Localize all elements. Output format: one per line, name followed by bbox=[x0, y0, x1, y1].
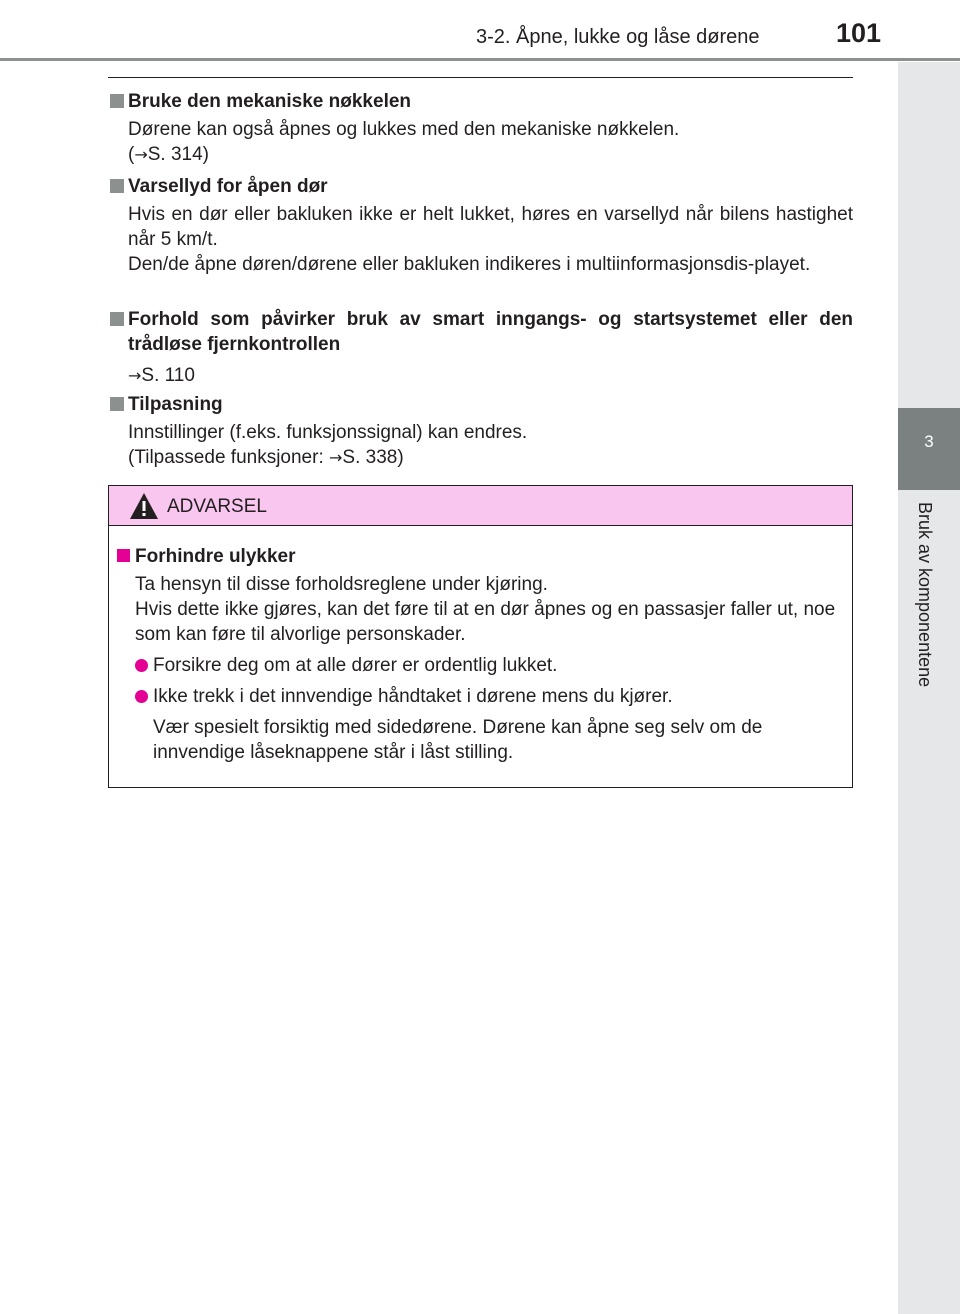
side-tab-upper bbox=[898, 62, 960, 408]
warning-label: ADVARSEL bbox=[167, 496, 267, 517]
page-reference: S. 110 bbox=[141, 365, 195, 386]
square-bullet-icon bbox=[110, 94, 124, 108]
section-body-line: Innstillinger (f.eks. funksjonssignal) kan endres. bbox=[128, 422, 528, 443]
warning-item-body bbox=[135, 572, 843, 647]
square-bullet-icon bbox=[110, 397, 124, 411]
section-customization bbox=[108, 392, 853, 470]
warning-paragraph: Ta hensyn til disse forholdsreglene under kjøring. bbox=[135, 574, 548, 595]
section-reference bbox=[128, 445, 853, 470]
section-title-text: Tilpasning bbox=[128, 394, 223, 415]
warning-bullet bbox=[115, 653, 843, 678]
header-divider bbox=[0, 58, 960, 61]
round-bullet-icon bbox=[135, 690, 148, 703]
section-reference bbox=[128, 142, 853, 167]
section-title bbox=[108, 392, 853, 417]
warning-item-title-text: Forhindre ulykker bbox=[135, 546, 296, 567]
section-title-text: Bruke den mekaniske nøkkelen bbox=[128, 91, 412, 112]
page-number: 101 bbox=[836, 18, 882, 48]
warning-header bbox=[109, 486, 852, 526]
section-door-warning-sound bbox=[108, 174, 853, 277]
section-title-text: Forhold som påvirker bruk av smart inngangs- og startsystemet eller den trådløse fjernkontrollen bbox=[128, 309, 853, 355]
square-bullet-icon bbox=[110, 312, 124, 326]
section-title bbox=[108, 89, 853, 114]
section-mechanical-key bbox=[108, 89, 853, 167]
page-reference: S. 314) bbox=[147, 144, 209, 165]
warning-item-title bbox=[115, 544, 843, 569]
arrow-right-icon: → bbox=[128, 366, 142, 385]
section-reference bbox=[128, 363, 853, 388]
section-body bbox=[128, 420, 853, 470]
reference-prefix: (Tilpassede funksjoner: bbox=[128, 447, 330, 468]
section-title bbox=[108, 174, 853, 199]
warning-box bbox=[108, 485, 853, 788]
section-body bbox=[128, 202, 853, 277]
square-bullet-icon bbox=[110, 179, 124, 193]
section-smart-entry-conditions bbox=[108, 307, 853, 388]
page-header-title: 3-2. Åpne, lukke og låse dørene bbox=[476, 26, 760, 48]
warning-paragraph: Hvis dette ikke gjøres, kan det føre til at en dør åpnes og en passasjer faller ut, noe som kan føre til alvorlige personskader. bbox=[135, 599, 836, 645]
section-title-text: Varsellyd for åpen dør bbox=[128, 176, 328, 197]
content-top-rule bbox=[108, 77, 853, 78]
section-title bbox=[108, 307, 853, 357]
arrow-right-icon: → bbox=[134, 145, 148, 164]
section-body-line: Dørene kan også åpnes og lukkes med den mekaniske nøkkelen. bbox=[128, 119, 680, 140]
side-tab-chapter-number: 3 bbox=[924, 432, 934, 451]
square-bullet-icon bbox=[117, 549, 130, 562]
warning-bullet bbox=[115, 684, 843, 709]
side-tab-chapter-title: Bruk av komponentene bbox=[915, 502, 935, 688]
warning-bullet-note: Vær spesielt forsiktig med sidedørene. Dørene kan åpne seg selv om de innvendige låseknappene står i låst stilling. bbox=[153, 717, 763, 763]
paren-open: ( bbox=[128, 144, 135, 165]
arrow-right-icon: → bbox=[329, 448, 343, 467]
page-reference: S. 338) bbox=[342, 447, 404, 468]
warning-triangle-icon bbox=[129, 492, 159, 520]
round-bullet-icon bbox=[135, 659, 148, 672]
section-body bbox=[128, 117, 853, 167]
section-paragraph: Hvis en dør eller bakluken ikke er helt lukket, høres en varsellyd når bilens hastighet når 5 km/t. bbox=[128, 204, 853, 250]
section-paragraph: Den/de åpne døren/dørene eller bakluken indikeres i multiinformasjonsdis-playet. bbox=[128, 254, 811, 275]
warning-item bbox=[115, 544, 843, 765]
warning-bullet-text: Ikke trekk i det innvendige håndtaket i dørene mens du kjører. bbox=[153, 686, 673, 707]
warning-bullet-text: Forsikre deg om at alle dører er ordentlig lukket. bbox=[153, 655, 558, 676]
